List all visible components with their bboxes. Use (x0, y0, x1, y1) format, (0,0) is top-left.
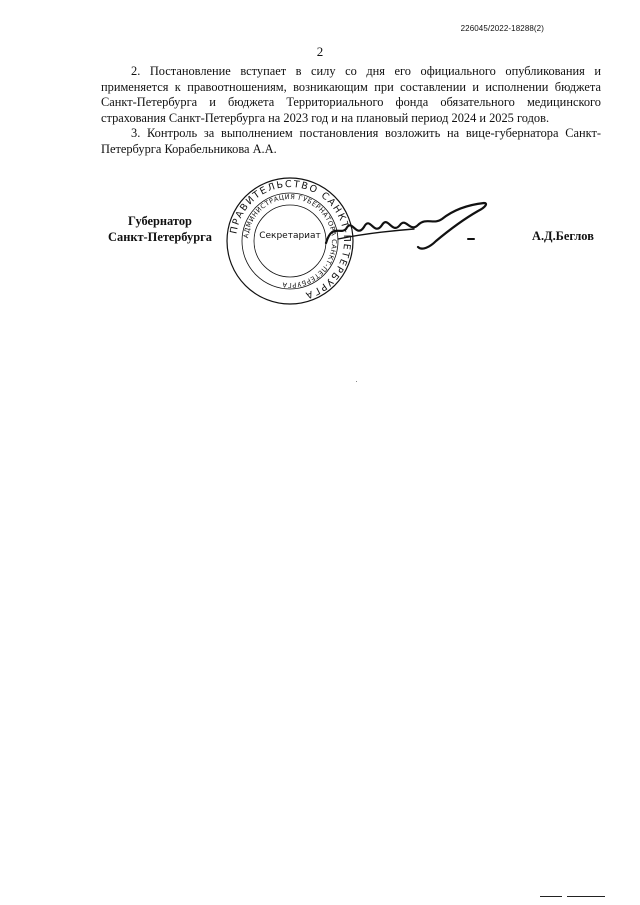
scan-speck (356, 381, 357, 382)
stamp-center-text: Секретариат (259, 231, 321, 241)
stamp-outer-text: ПРАВИТЕЛЬСТВО САНКТ-ПЕТЕРБУРГА (228, 178, 353, 301)
document-body (101, 64, 601, 158)
stamp-inner-text: АДМИНИСТРАЦИЯ ГУБЕРНАТОРА САНКТ-ПЕТЕРБУРГА (242, 192, 339, 290)
handwritten-signature (318, 195, 498, 255)
signatory-title (100, 213, 220, 245)
paragraph-3: 3. Контроль за выполнением постановления возложить на вице-губернатора Санкт-Петербурга Корабельникова А.А. (101, 126, 601, 156)
signatory-name: А.Д.Беглов (532, 229, 594, 243)
footer-mark-short (540, 896, 562, 897)
page-number: 2 (316, 44, 324, 59)
document-number: 226045/2022-18288(2) (460, 24, 544, 33)
signatory-title-line-1: Губернатор (128, 214, 192, 228)
signatory-title-line-2: Санкт-Петербурга (108, 230, 212, 244)
paragraph-2: 2. Постановление вступает в силу со дня его официального опубликования и применяется к правоотношениям, возникающим при составлении и исполнении бюджета Санкт-Петербурга и бюджета Территориального фонда обязательного медицинского страхования Санкт-Петербурга на 2023 год и на плановый период 2024 и 2025 годов. (101, 64, 601, 125)
footer-mark-long (567, 896, 605, 897)
